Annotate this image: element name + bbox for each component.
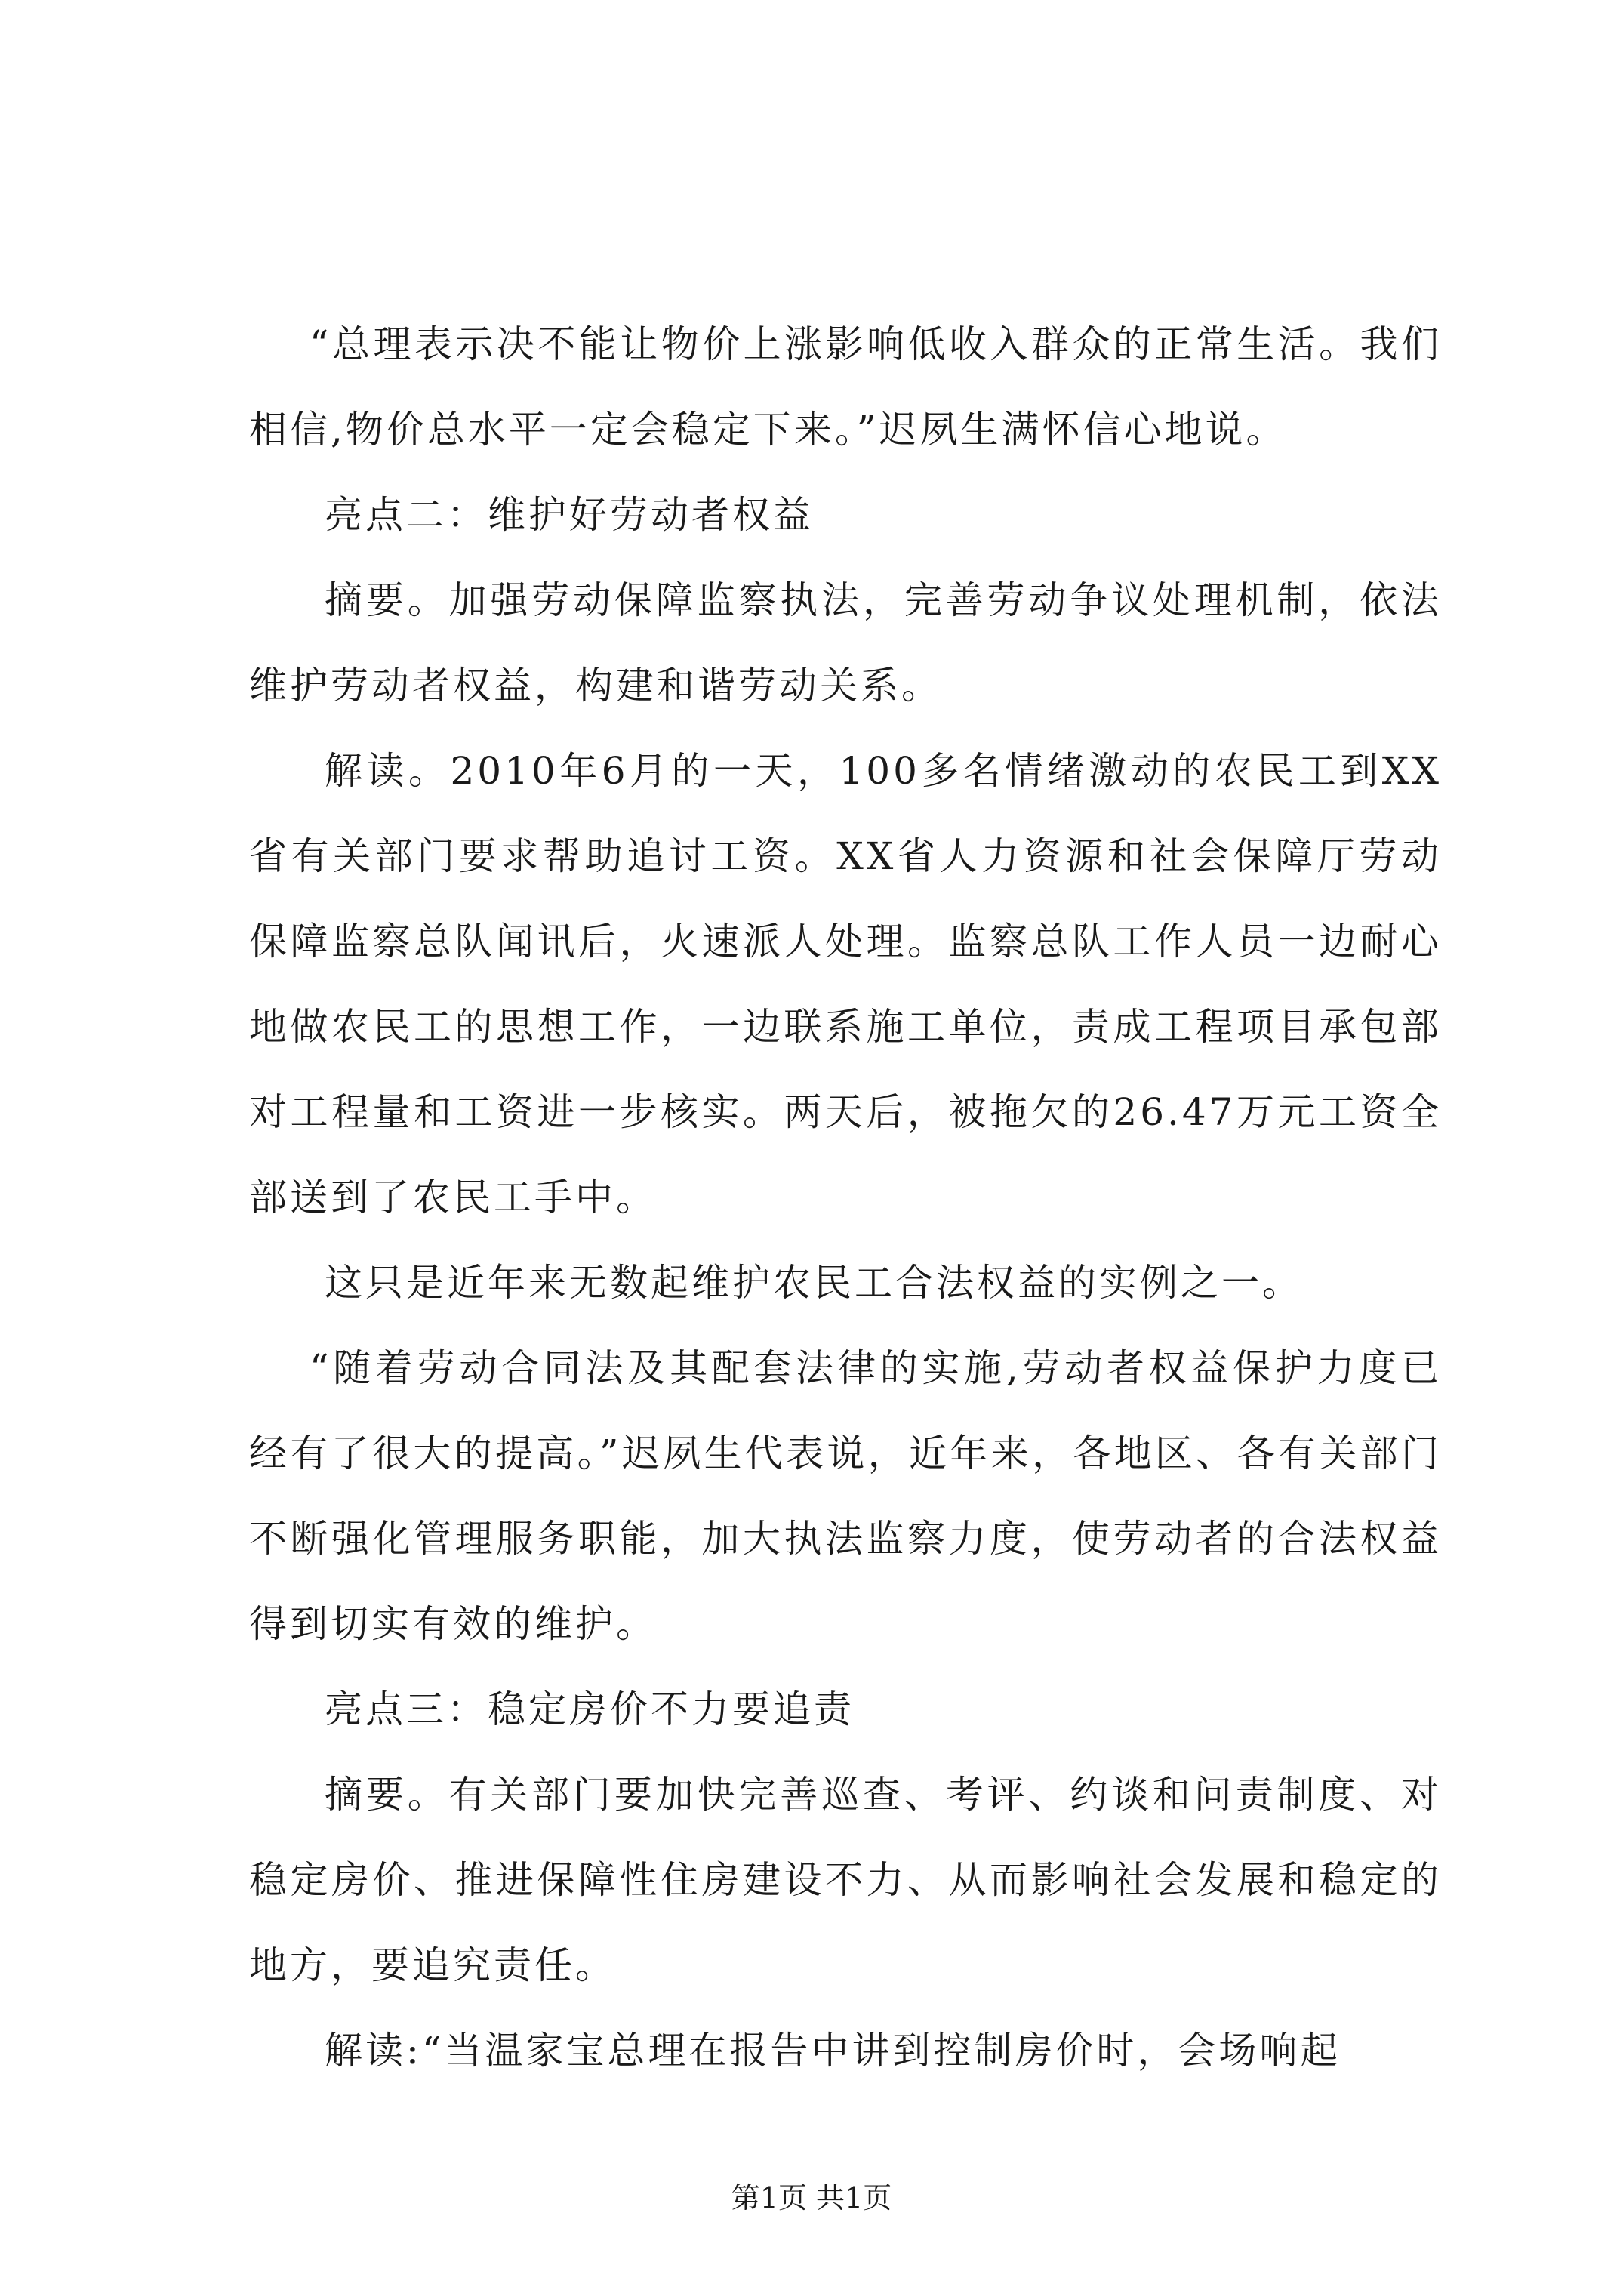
heading-highlight-two: 亮点二：维护好劳动者权益 <box>325 493 814 537</box>
paragraph-summary-labor: 摘要。加强劳动保障监察执法，完善劳动争议处理机制，依法维护劳动者权益，构建和谐劳动关系。 <box>249 578 1442 707</box>
paragraph-example-note: 这只是近年来无数起维护农民工合法权益的实例之一。 <box>325 1261 1303 1305</box>
heading-highlight-three: 亮点三：稳定房价不力要追责 <box>325 1687 855 1731</box>
paragraph-interpretation-labor: 解读。2010年6月的一天，100多名情绪激动的农民工到XX省有关部门要求帮助追讨工资。XX省人力资源和社会保障厅劳动保障监察总队闻讯后，火速派人处理。监察总队工作人员一边耐心地做农民工的思想工作，一边联系施工单位，责成工程项目承包部对工程量和工资进一步核实。两天后，被拖欠的26.47万元工资全部送到了农民工手中。 <box>249 749 1442 1219</box>
paragraph-interpretation-housing: 解读:“当温家宝总理在报告中讲到控制房价时，会场响起 <box>325 2029 1341 2073</box>
paragraph-quote-prices: “总理表示决不能让物价上涨影响低收入群众的正常生活。我们相信,物价总水平一定会稳定下来。”迟夙生满怀信心地说。 <box>249 322 1442 451</box>
paragraph-summary-housing: 摘要。有关部门要加快完善巡查、考评、约谈和问责制度、对稳定房价、推进保障性住房建设不力、从而影响社会发展和稳定的地方，要追究责任。 <box>249 1773 1442 1987</box>
document-body <box>249 302 1442 2094</box>
page-footer: 第1页 共1页 <box>731 2181 892 2214</box>
paragraph-quote-labor-law: “随着劳动合同法及其配套法律的实施,劳动者权益保护力度已经有了很大的提高。”迟夙生代表说，近年来，各地区、各有关部门不断强化管理服务职能，加大执法监察力度，使劳动者的合法权益得到切实有效的维护。 <box>249 1346 1442 1646</box>
